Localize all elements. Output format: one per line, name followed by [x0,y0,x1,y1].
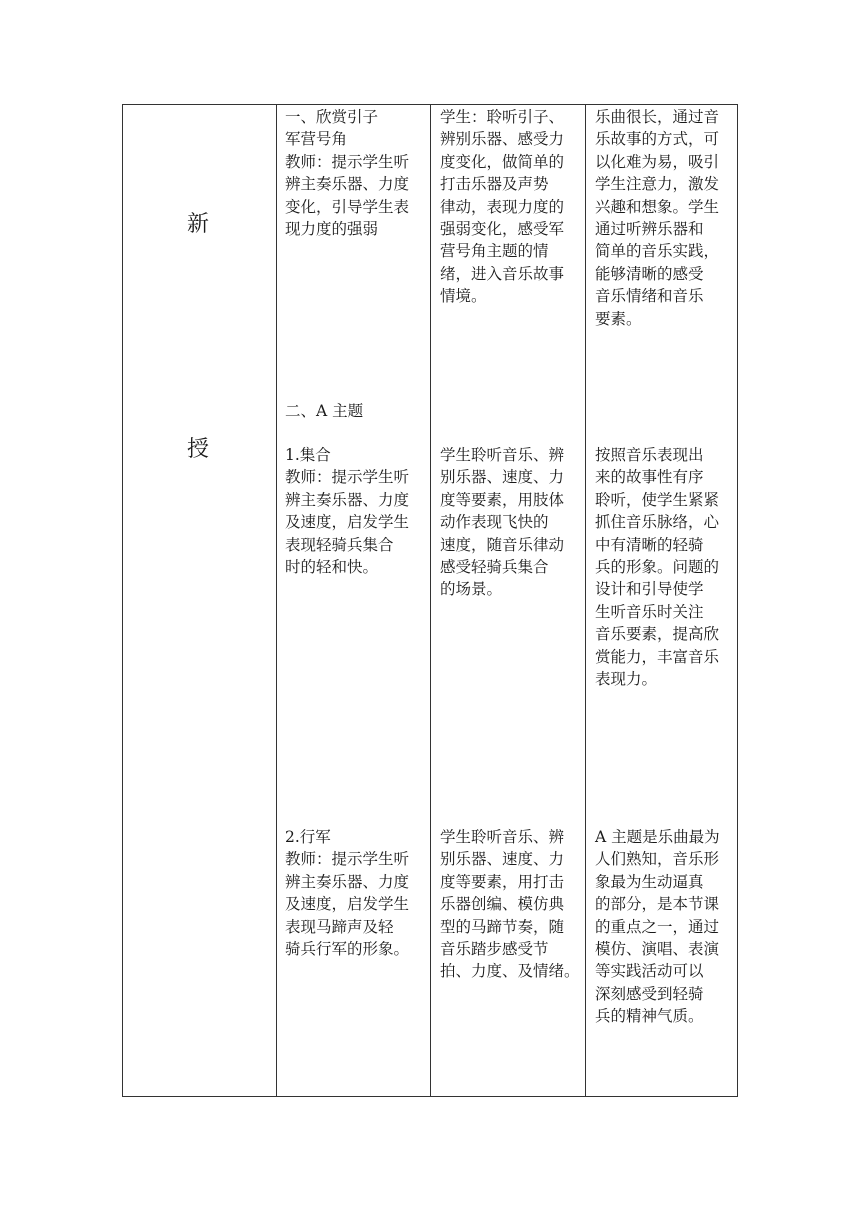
stage-label-char-1: 新 [187,212,210,237]
column-divider [585,105,586,1096]
design-intent-intro: 乐曲很长，通过音 乐故事的方式，可 以化难为易，吸引 学生注意力，激发 兴趣和想象。学生 通过听辨乐器和 简单的音乐实践， 能够清晰的感受 音乐情绪和音乐 要素。 [595,108,720,328]
column-divider [430,105,431,1096]
student-activity-march: 学生聆听音乐、辨 别乐器、速度、力 度等要素，用打击 乐器创编、模仿典 型的马蹄节奏，随 音乐踏步感受节 拍、力度、及情绪。 [440,828,580,981]
teacher-activity-gather: 1.集合 教师：提示学生听 辨主奏乐器、力度 及速度，启发学生 表现轻骑兵集合 时的轻和快。 [285,446,410,577]
column-divider [276,105,277,1096]
design-intent-gather: 按照音乐表现出 来的故事性有序 聆听，使学生紧紧 抓住音乐脉络，心 中有清晰的轻骑 兵的形象。问题的 设计和引导使学 生听音乐时关注 音乐要素，提高欣 赏能力，丰富音乐 表现力。 [595,446,720,689]
design-intent-march: A 主题是乐曲最为 人们熟知，音乐形 象最为生动逼真 的部分，是本节课 的重点之一，通过 模仿、演唱、表演 等实践活动可以 深刻感受到轻骑 兵的精神气质。 [595,828,720,1026]
teacher-activity-intro: 一、欣赏引子 军营号角 教师：提示学生听 辨主奏乐器、力度 变化，引导学生表 现力度的强弱 [285,108,410,239]
student-activity-gather: 学生聆听音乐、辨 别乐器、速度、力 度等要素，用肢体 动作表现飞快的 速度，随音乐律动 感受轻骑兵集合 的场景。 [440,446,565,599]
lesson-plan-table [122,104,738,1097]
stage-label-char-2: 授 [187,437,210,462]
section-heading-a-theme: 二、A 主题 [285,402,364,420]
student-activity-intro: 学生：聆听引子、 辨别乐器、感受力 度变化，做简单的 打击乐器及声势 律动，表现力度的 强弱变化，感受军 营号角主题的情 绪，进入音乐故事 情境。 [440,108,565,306]
teacher-activity-march: 2.行军 教师：提示学生听 辨主奏乐器、力度 及速度，启发学生 表现马蹄声及轻 骑兵行军的形象。 [285,828,410,959]
